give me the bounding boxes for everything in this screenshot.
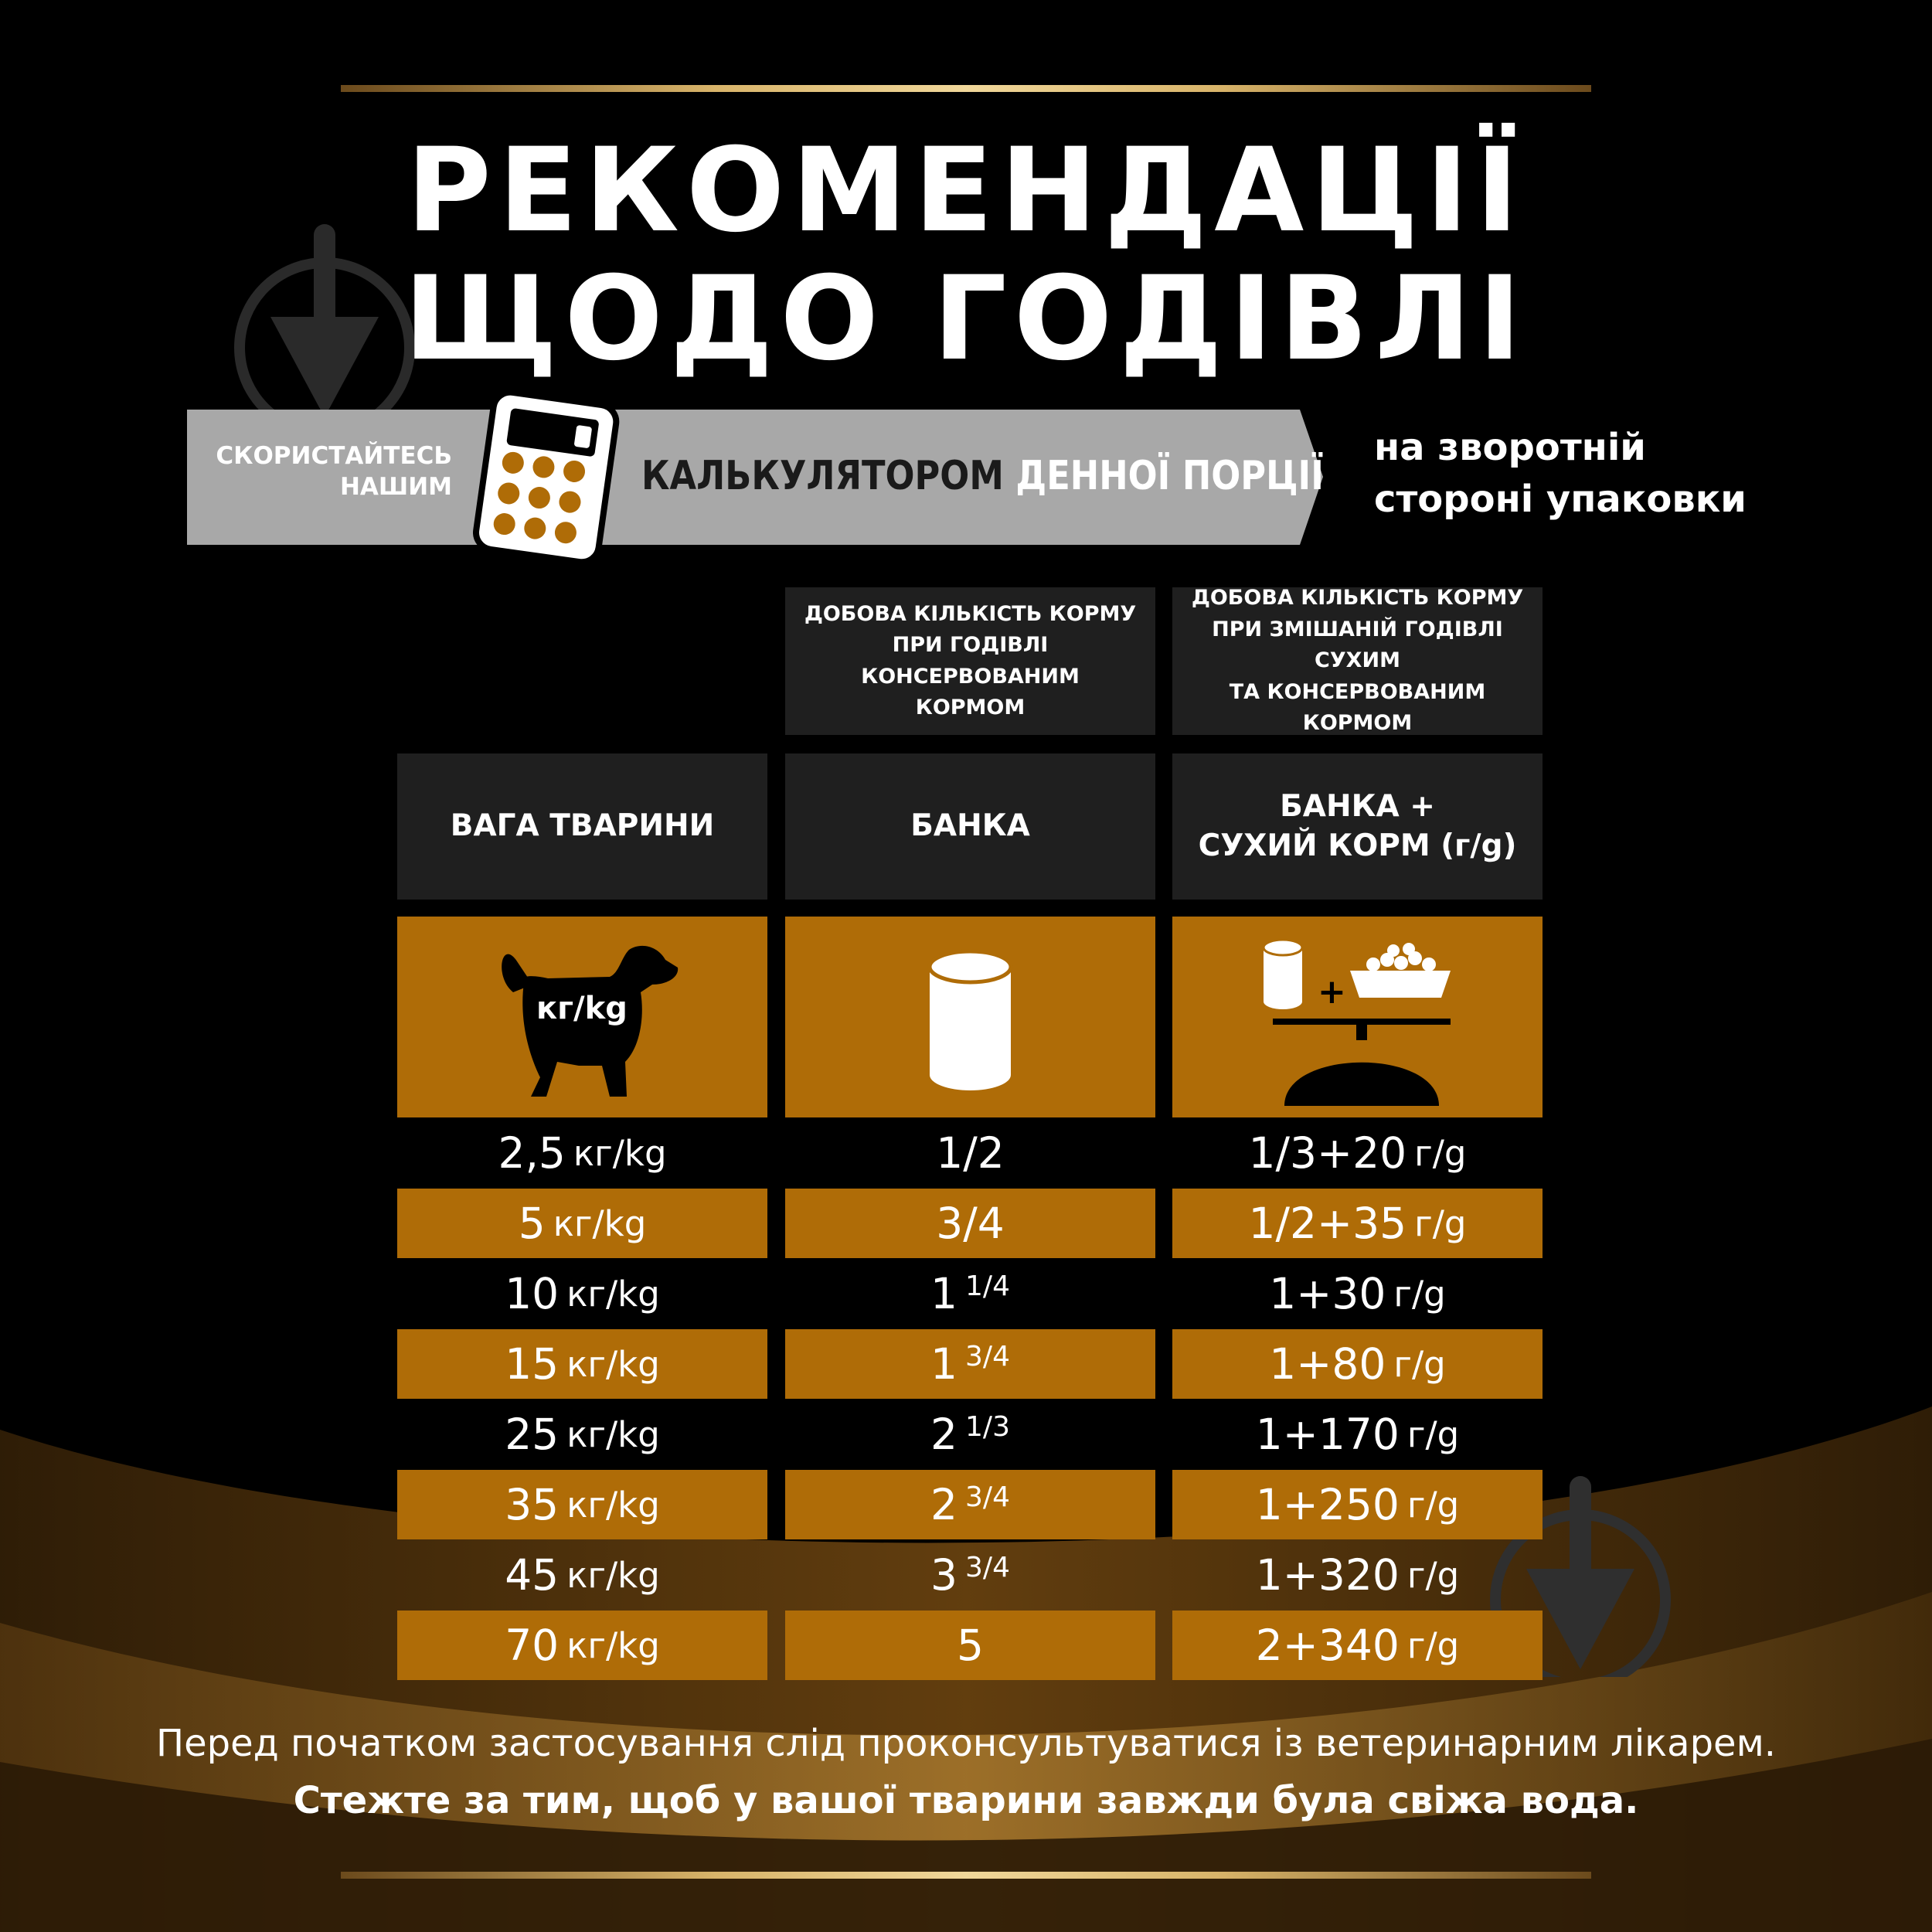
- row-weight-cell: [397, 1470, 767, 1539]
- row-weight-cell: [397, 1329, 767, 1399]
- banner-right-line2: стороні упаковки: [1374, 478, 1747, 522]
- row-mix-cell: [1172, 1259, 1543, 1328]
- row-weight-unit: кг/kg: [566, 1343, 660, 1385]
- header-mixed-line1: БАНКА +: [1280, 788, 1435, 824]
- banner-left-line2: НАШИМ: [339, 473, 452, 502]
- row-mix-value: 1/3+20: [1248, 1128, 1407, 1178]
- row-can-whole: 1: [930, 1339, 958, 1389]
- row-weight-unit: кг/kg: [566, 1624, 660, 1666]
- top-gold-line: [341, 85, 1591, 92]
- row-can-cell: [785, 1329, 1155, 1399]
- row-weight-value: 10: [505, 1269, 560, 1318]
- icon-cell-dog: [397, 917, 767, 1117]
- top-header-col2: [785, 587, 1155, 735]
- row-weight-unit: кг/kg: [566, 1554, 660, 1596]
- row-weight-unit: кг/kg: [566, 1413, 660, 1455]
- row-can-whole: 5: [957, 1621, 984, 1670]
- row-mix-unit: г/g: [1414, 1202, 1467, 1244]
- banner-main-light: ДЕННОЇ ПОРЦІЇ: [1015, 453, 1324, 499]
- row-can-cell: [785, 1470, 1155, 1539]
- row-weight-unit: кг/kg: [566, 1484, 660, 1526]
- row-can-fraction: 1/4: [965, 1270, 1010, 1302]
- row-can-fraction: 3/4: [965, 1481, 1010, 1513]
- page-title-line1: РЕКОМЕНДАЦІЇ: [406, 124, 1526, 258]
- banner-main-dark: КАЛЬКУЛЯТОРОМ: [641, 453, 1004, 499]
- row-can-cell: [785, 1189, 1155, 1258]
- banner-right-note: [1374, 422, 1747, 526]
- row-mix-unit: г/g: [1406, 1624, 1460, 1666]
- banner-left-line1: СКОРИСТАЙТЕСЬ: [216, 442, 452, 470]
- row-weight-cell: [397, 1611, 767, 1680]
- row-weight-value: 45: [505, 1550, 560, 1600]
- top-header-col3-line3: ТА КОНСЕРВОВАНИМ КОРМОМ: [1229, 679, 1486, 736]
- row-weight-cell: [397, 1189, 767, 1258]
- row-can-cell: [785, 1400, 1155, 1469]
- row-can-whole: 2: [930, 1410, 958, 1459]
- footer-water-note: Стежте за тим, щоб у вашої тварини завжди була свіжа вода.: [293, 1779, 1639, 1822]
- header-can-label: БАНКА: [910, 808, 1030, 844]
- row-weight-value: 70: [505, 1621, 560, 1670]
- row-mix-value: 1+320: [1255, 1550, 1400, 1600]
- icon-cell-can: [785, 917, 1155, 1117]
- row-mix-cell: [1172, 1189, 1543, 1258]
- top-header-col3-line1: ДОБОВА КІЛЬКІСТЬ КОРМУ: [1191, 586, 1524, 611]
- row-mix-unit: г/g: [1393, 1343, 1446, 1385]
- banner-right-line1: на зворотній: [1374, 426, 1646, 469]
- banner-left-text: [193, 440, 452, 503]
- row-mix-unit: г/g: [1406, 1413, 1460, 1455]
- row-can-whole: 2: [930, 1480, 958, 1529]
- row-weight-cell: [397, 1540, 767, 1610]
- footer-note: Перед початком застосування слід проконсультуватися із ветеринарним лікарем.: [155, 1722, 1777, 1765]
- header-mixed-line2: СУХИЙ КОРМ (г/g): [1198, 828, 1517, 863]
- row-mix-unit: г/g: [1414, 1132, 1467, 1174]
- row-can-whole: 1: [930, 1269, 958, 1318]
- row-mix-value: 1+170: [1255, 1410, 1400, 1459]
- row-mix-cell: [1172, 1400, 1543, 1469]
- header-can: [785, 753, 1155, 900]
- row-weight-unit: кг/kg: [553, 1202, 647, 1244]
- plus-sign: +: [1318, 972, 1346, 1012]
- header-weight-label: ВАГА ТВАРИНИ: [450, 808, 715, 844]
- row-can-whole: 3: [930, 1550, 958, 1600]
- row-mix-value: 1+80: [1269, 1339, 1386, 1389]
- row-can-whole: 1/2: [936, 1128, 1005, 1178]
- row-can-cell: [785, 1540, 1155, 1610]
- header-mixed: [1172, 753, 1543, 900]
- page-title-line2: ЩОДО ГОДІВЛІ: [403, 252, 1529, 386]
- row-mix-cell: [1172, 1118, 1543, 1188]
- header-weight: [397, 753, 767, 900]
- calculator-icon: [473, 390, 620, 560]
- dog-icon-label: кг/kg: [536, 991, 628, 1026]
- can-icon: [926, 947, 1015, 1090]
- row-mix-value: 1/2+35: [1248, 1199, 1407, 1248]
- row-weight-unit: кг/kg: [573, 1132, 667, 1174]
- row-mix-value: 1+30: [1269, 1269, 1386, 1318]
- row-mix-cell: [1172, 1329, 1543, 1399]
- row-weight-value: 5: [518, 1199, 546, 1248]
- bottom-gold-line: [341, 1872, 1591, 1879]
- row-mix-cell: [1172, 1611, 1543, 1680]
- row-weight-value: 2,5: [498, 1128, 566, 1178]
- row-can-fraction: 3/4: [965, 1551, 1010, 1583]
- row-weight-cell: [397, 1400, 767, 1469]
- row-can-fraction: 1/3: [965, 1410, 1010, 1443]
- top-header-col2-line3: КОРМОМ: [915, 696, 1026, 719]
- row-weight-cell: [397, 1118, 767, 1188]
- icon-cell-mixed: [1172, 917, 1543, 1117]
- row-can-fraction: 3/4: [965, 1340, 1010, 1372]
- row-can-cell: [785, 1259, 1155, 1328]
- row-weight-value: 35: [505, 1480, 560, 1529]
- row-mix-value: 1+250: [1255, 1480, 1400, 1529]
- row-weight-value: 15: [505, 1339, 560, 1389]
- row-can-whole: 3/4: [936, 1199, 1005, 1248]
- banner-main-text: [641, 453, 1324, 499]
- row-mix-unit: г/g: [1406, 1554, 1460, 1596]
- top-header-col3-line2: ПРИ ЗМІШАНІЙ ГОДІВЛІ СУХИМ: [1212, 617, 1503, 673]
- row-mix-value: 2+340: [1255, 1621, 1400, 1670]
- top-header-col2-line2: ПРИ ГОДІВЛІ КОНСЕРВОВАНИМ: [861, 633, 1080, 689]
- top-header-col3: [1172, 587, 1543, 735]
- row-can-cell: [785, 1118, 1155, 1188]
- row-weight-cell: [397, 1259, 767, 1328]
- row-mix-unit: г/g: [1393, 1273, 1446, 1315]
- row-can-cell: [785, 1611, 1155, 1680]
- row-mix-cell: [1172, 1540, 1543, 1610]
- top-header-col2-line1: ДОБОВА КІЛЬКІСТЬ КОРМУ: [804, 601, 1137, 626]
- row-weight-unit: кг/kg: [566, 1273, 660, 1315]
- row-mix-cell: [1172, 1470, 1543, 1539]
- row-weight-value: 25: [505, 1410, 560, 1459]
- row-mix-unit: г/g: [1406, 1484, 1460, 1526]
- scale-with-can-and-bowl-icon: [1257, 932, 1466, 1110]
